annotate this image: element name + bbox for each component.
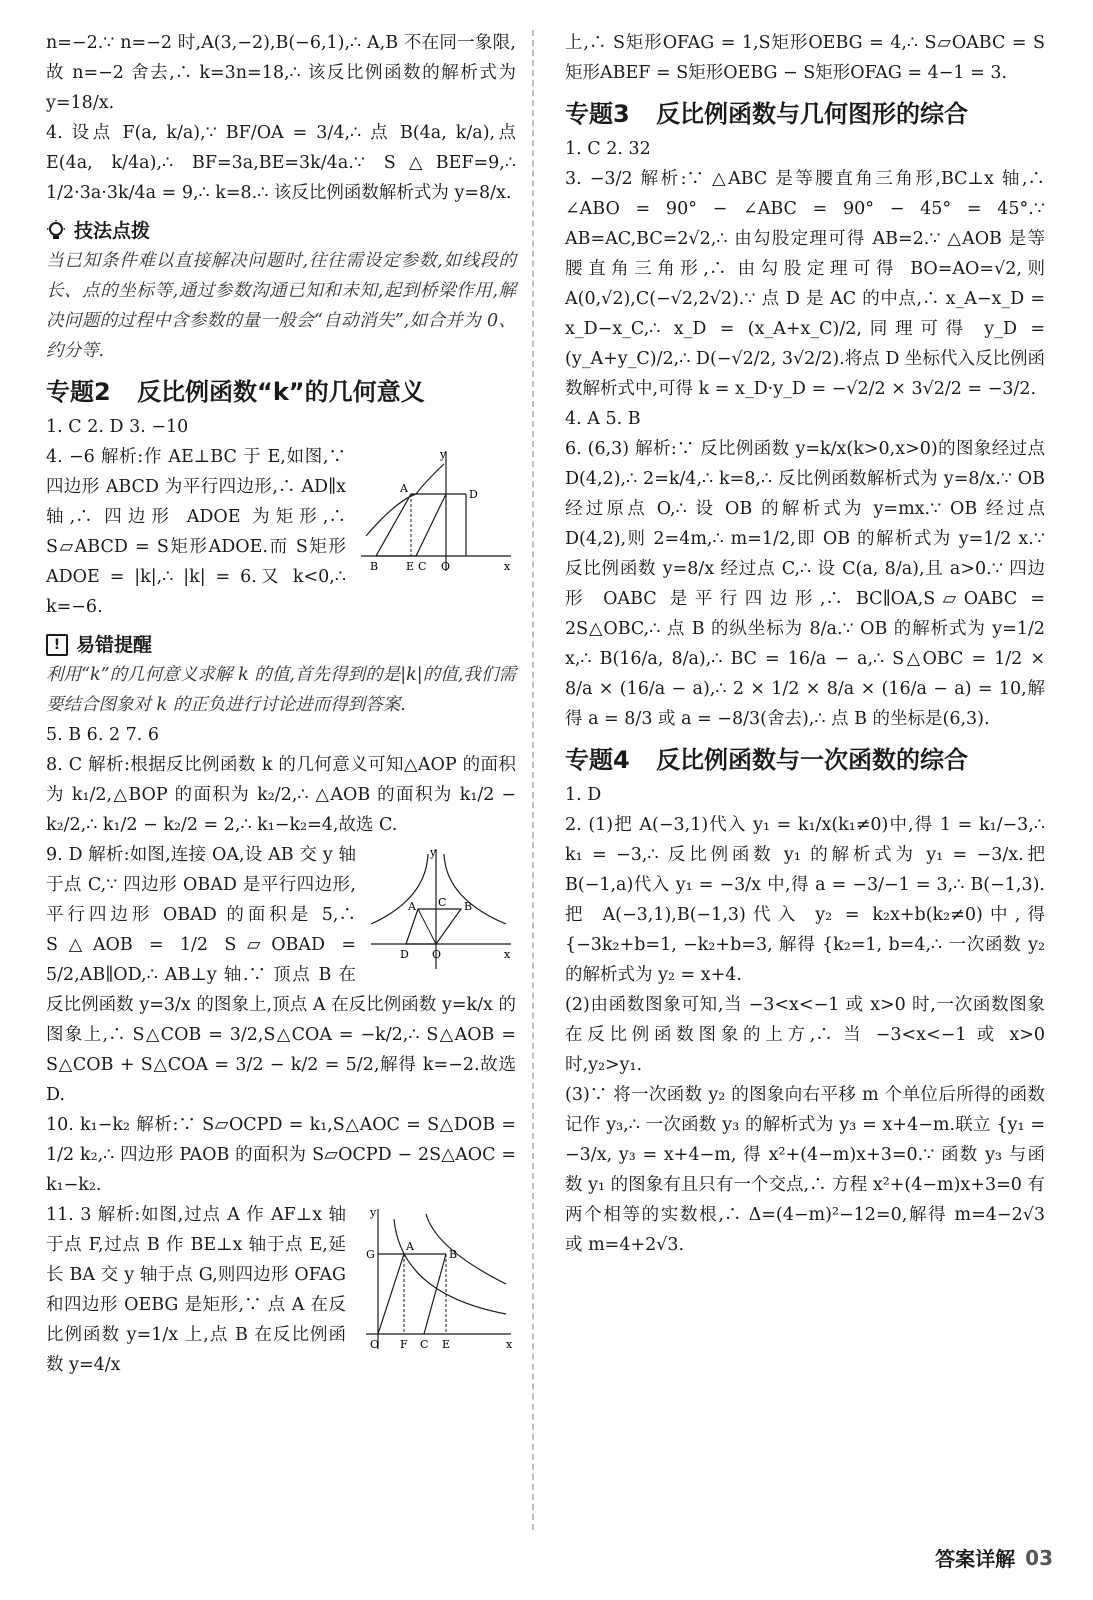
- section-topic: 专题3: [565, 100, 630, 128]
- fig-label: x: [504, 560, 511, 573]
- exclamation-icon: !: [46, 634, 68, 656]
- fig-label: B: [449, 1248, 458, 1261]
- fig-label: E: [406, 560, 415, 573]
- answer-line: 9. D 解析:如图,连接 OA,设 AB 交 y 轴于点 C,∵ 四边形 OBAD 是平行四边形,平行四边形 OBAD 的面积是 5,∴ S△AOB = 1/2 S▱OBAD = 5/2,AB∥OD,∴ AB⊥y 轴.∵ 顶点 B 在反比例函数 y=3/x 的图象上,顶点 A 在反比例函数 y=k/x 的图象上,∴ S△COB = 3/2,S△COA = −k/2,∴ S△AOB = S△COB + S△COA = 3/2 − k/2 = 5/2,解得 k=−2.故选 D.: [46, 845, 516, 1105]
- section-title: [565, 94, 1045, 134]
- answer-line: 1. C 2. D 3. −10: [46, 417, 189, 437]
- answer-line: 6. (6,3) 解析:∵ 反比例函数 y=k/x(k>0,x>0)的图象经过点 D(4,2),∴ 2=k/4,∴ k=8,∴ 反比例函数解析式为 y=8/x.∵ OB 经过原点 O,∴ 设 OB 的解析式为 y=mx.∵ OB 经过点 D(4,2),则 2=4m,∴ m=1/2,即 OB 的解析式为 y=1/2 x.∵ 反比例函数 y=8/x 经过点 C,∴ 设 C(a, 8/a),且 a>0.∵ 四边形 OABC 是平行四边形,∴ BC∥OA,S▱OABC = 2S△OBC,∴ 点 B 的纵坐标为 8/a.∵ OB 的解析式为 y=1/2 x,∴ B(16/a, 8/a),∴ BC = 16/a − a,∴ S△OBC = 1/2 × 8/a × (16/a − a),∴ 2 × 1/2 × 8/a × (16/a − a) = 10,解得 a = 8/3 或 a = −8/3(舍去),∴ 点 B 的坐标是(6,3).: [565, 439, 1045, 729]
- fig-label: y: [440, 448, 447, 461]
- answer-line: (3)∵ 将一次函数 y₂ 的图象向右平移 m 个单位后所得的函数记作 y₃,∴ 一次函数 y₃ 的解析式为 y₃ = x+4−m.联立 {y₁ = −3/x, y₃ = x+4−m, 得 x²+(4−m)x+3=0.∵ 函数 y₃ 与函数 y₁ 的图象有且只有一个交点,∴ 方程 x²+(4−m)x+3=0 有两个相等的实数根,∴ Δ=(4−m)²−12=0,解得 m=4−2√3 或 m=4+2√3.: [565, 1085, 1045, 1255]
- fig-label: D: [400, 948, 409, 961]
- answer-line: 4. A 5. B: [565, 409, 641, 429]
- footer-label: 答案详解: [935, 1547, 1016, 1571]
- tip-title: 易错提醒: [76, 634, 153, 656]
- answer-line: 5. B 6. 2 7. 6: [46, 725, 160, 745]
- column-divider: [532, 30, 534, 1530]
- tip-body: 利用“k”的几何意义求解 k 的值,首先得到的是|k|的值,我们需要结合图象对 k 的正负进行讨论进而得到答案.: [46, 665, 516, 715]
- answer-line: (2)由函数图象可知,当 −3<x<−1 或 x>0 时,一次函数图象在反比例函数图象的上方,∴ 当 −3<x<−1 或 x>0 时,y₂>y₁.: [565, 995, 1045, 1075]
- fig-label: D: [469, 488, 478, 501]
- answer-line: 上,∴ S矩形OFAG = 1,S矩形OEBG = 4,∴ S▱OABC = S矩形ABEF = S矩形OEBG − S矩形OFAG = 4−1 = 3.: [565, 33, 1045, 83]
- fig-label: A: [400, 482, 408, 495]
- answer-line: 4. 设点 F(a, k/a),∵ BF/OA = 3/4,∴ 点 B(4a, k/a),点 E(4a, k/4a),∴ BF=3a,BE=3k/4a.∵ S△BEF=9,∴ 1/2·3a·3k/4a = 9,∴ k=8.∴ 该反比例函数解析式为 y=8/x.: [46, 123, 516, 203]
- tip-title: 技法点拨: [74, 220, 151, 242]
- answer-line: 10. k₁−k₂ 解析:∵ S▱OCPD = k₁,S△AOC = S△DOB = 1/2 k₂,∴ 四边形 PAOB 的面积为 S▱OCPD − 2S△AOC = k₁−k₂.: [46, 1115, 516, 1195]
- lightbulb-icon: [46, 220, 66, 242]
- fig-label: O: [441, 560, 451, 573]
- page-number: 03: [1025, 1545, 1053, 1570]
- fig-label: B: [370, 560, 379, 573]
- fig-label: G: [366, 1248, 375, 1261]
- fig-label: x: [506, 1338, 513, 1351]
- tip-body: 当已知条件难以直接解决问题时,往往需设定参数,如线段的长、点的坐标等,通过参数沟通已知和未知,起到桥梁作用,解决问题的过程中含参数的量一般会“自动消失”,如合并为 0、约分等.: [46, 251, 516, 361]
- answer-line: 1. C 2. 32: [565, 139, 651, 159]
- answer-line: 4. −6 解析:作 AE⊥BC 于 E,如图,∵ 四边形 ABCD 为平行四边形,∴ AD∥x 轴,∴ 四边形 ADOE 为矩形,∴ S▱ABCD = S矩形ADOE.而 S矩形ADOE = |k|,∴ |k| = 6.又 k<0,∴ k=−6.: [46, 447, 346, 617]
- answer-line: 1. D: [565, 785, 602, 805]
- fig-label: y: [430, 846, 437, 859]
- section-topic: 专题4: [565, 746, 630, 774]
- fig-label: A: [408, 900, 416, 913]
- fig-label: E: [442, 1338, 451, 1351]
- tip-header: [46, 216, 516, 246]
- section-title: [565, 740, 1045, 780]
- section-heading: 反比例函数与几何图形的综合: [656, 100, 969, 128]
- page-footer: [935, 1543, 1053, 1572]
- figure-hyperbola-parallelogram: [366, 844, 516, 974]
- answer-line: 8. C 解析:根据反比例函数 k 的几何意义可知△AOP 的面积为 k₁/2,△BOP 的面积为 k₂/2,∴ △AOB 的面积为 k₁/2 − k₂/2,∴ k₁/2 − k₂/2 = 2,∴ k₁−k₂=4,故选 C.: [46, 755, 516, 835]
- section-heading: 反比例函数与一次函数的综合: [656, 746, 969, 774]
- section-topic: 专题2: [46, 378, 111, 406]
- fig-label: C: [420, 1338, 429, 1351]
- fig-label: C: [418, 560, 427, 573]
- answer-line: n=−2.∵ n=−2 时,A(3,−2),B(−6,1),∴ A,B 不在同一象限,故 n=−2 舍去,∴ k=3n=18,∴ 该反比例函数的解析式为 y=18/x.: [46, 33, 516, 113]
- fig-label: B: [464, 900, 473, 913]
- answer-line: 3. −3/2 解析:∵ △ABC 是等腰直角三角形,BC⊥x 轴,∴ ∠ABO = 90° − ∠ABC = 90° − 45° = 45°.∵ AB=AC,BC=2√2,∴ 由勾股定理可得 AB=2.∵ △AOB 是等腰直角三角形,∴ 由勾股定理可得 BO=AO=√2,则 A(0,√2),C(−√2,2√2).∵ 点 D 是 AC 的中点,∴ x_A−x_D = x_D−x_C,∴ x_D = (x_A+x_C)/2,同理可得 y_D = (y_A+y_C)/2,∴ D(−√2/2, 3√2/2).将点 D 坐标代入反比例函数解析式中,可得 k = x_D·y_D = −√2/2 × 3√2/2 = −3/2.: [565, 169, 1045, 399]
- fig-label: C: [438, 896, 447, 909]
- section-heading: 反比例函数“k”的几何意义: [137, 378, 425, 406]
- fig-label: O: [370, 1338, 380, 1351]
- section-title: [46, 372, 516, 412]
- left-column: [46, 28, 516, 1380]
- fig-label: x: [504, 948, 511, 961]
- right-column: [565, 28, 1045, 1260]
- fig-label: y: [370, 1206, 377, 1219]
- fig-label: F: [400, 1338, 408, 1351]
- fig-label: O: [432, 948, 442, 961]
- tip-header: [46, 630, 516, 660]
- fig-label: A: [406, 1240, 414, 1253]
- answer-line: 2. (1)把 A(−3,1)代入 y₁ = k₁/x(k₁≠0)中,得 1 = k₁/−3,∴ k₁ = −3,∴ 反比例函数 y₁ 的解析式为 y₁ = −3/x.把 B(−1,a)代入 y₁ = −3/x 中,得 a = −3/−1 = 3,∴ B(−1,3).把 A(−3,1),B(−1,3)代入 y₂ = k₂x+b(k₂≠0)中,得 {−3k₂+b=1, −k₂+b=3, 解得 {k₂=1, b=4,∴ 一次函数 y₂ 的解析式为 y₂ = x+4.: [565, 815, 1045, 985]
- figure-parallelogram: [356, 446, 516, 576]
- figure-rectangles: [356, 1204, 516, 1354]
- answer-line: 11. 3 解析:如图,过点 A 作 AF⊥x 轴于点 F,过点 B 作 BE⊥x 轴于点 E,延长 BA 交 y 轴于点 G,则四边形 OFAG 和四边形 OEBG 是矩形,∵ 点 A 在反比例函数 y=1/x 上,点 B 在反比例函数 y=4/x: [46, 1205, 346, 1375]
